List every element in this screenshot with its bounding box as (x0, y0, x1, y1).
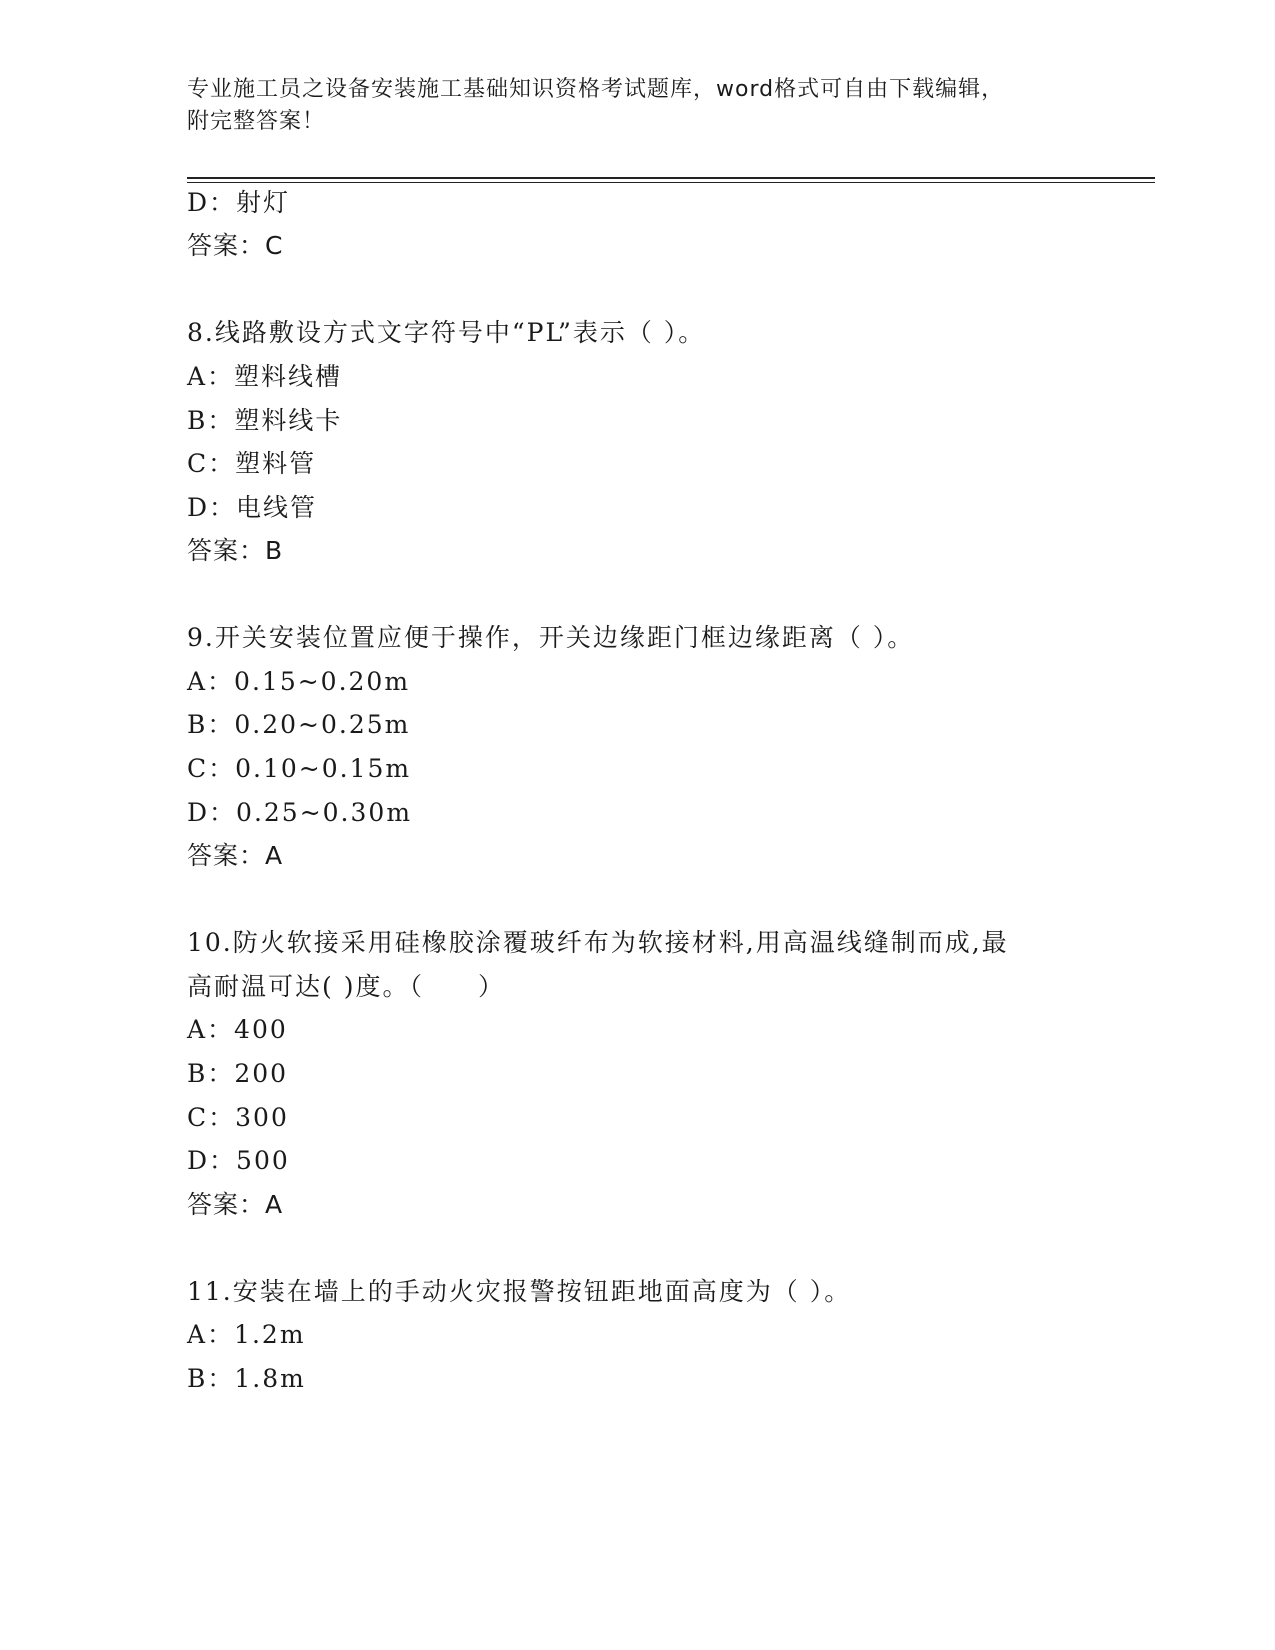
q10-question-line-2: 高耐温可达( )度。（ ） (187, 972, 505, 1001)
q11-question: 11.安装在墙上的手动火灾报警按钮距地面高度为（ ）。 (187, 1277, 852, 1306)
q8-option-b: B：塑料线卡 (187, 406, 343, 435)
q8-option-d: D：电线管 (187, 493, 318, 522)
header-line-1: 专业施工员之设备安装施工基础知识资格考试题库，word格式可自由下载编辑， (187, 77, 1005, 102)
q9-answer: 答案：A (187, 841, 284, 870)
q9-option-b: B：0.20~0.25m (187, 710, 411, 739)
q10-option-c: C：300 (187, 1103, 289, 1132)
document-header (187, 74, 1087, 138)
q10-option-a: A：400 (187, 1015, 288, 1044)
prev-answer: 答案：C (187, 231, 284, 260)
q10-option-b: B：200 (187, 1059, 289, 1088)
q9-option-a: A：0.15~0.20m (187, 667, 411, 696)
prev-option-d: D：射灯 (187, 188, 291, 217)
header-divider-thick (187, 177, 1155, 179)
q9-option-d: D：0.25~0.30m (187, 798, 413, 827)
q11-option-a: A：1.2m (187, 1320, 306, 1349)
q10-option-d: D：500 (187, 1146, 290, 1175)
header-divider-thin (187, 182, 1155, 183)
q8-option-c: C：塑料管 (187, 449, 317, 478)
q8-option-a: A：塑料线槽 (187, 362, 343, 391)
q9-option-c: C：0.10~0.15m (187, 754, 412, 783)
q10-answer: 答案：A (187, 1190, 284, 1219)
q11-option-b: B：1.8m (187, 1364, 306, 1393)
q10-question-line-1: 10.防火软接采用硅橡胶涂覆玻纤布为软接材料,用高温线缝制而成,最 (187, 928, 1009, 957)
q8-answer: 答案：B (187, 536, 284, 565)
header-line-2: 附完整答案！ (187, 109, 326, 134)
q9-question: 9.开关安装位置应便于操作，开关边缘距门框边缘距离（ ）。 (187, 623, 915, 652)
q8-question: 8.线路敷设方式文字符号中“PL”表示（ ）。 (187, 318, 706, 347)
